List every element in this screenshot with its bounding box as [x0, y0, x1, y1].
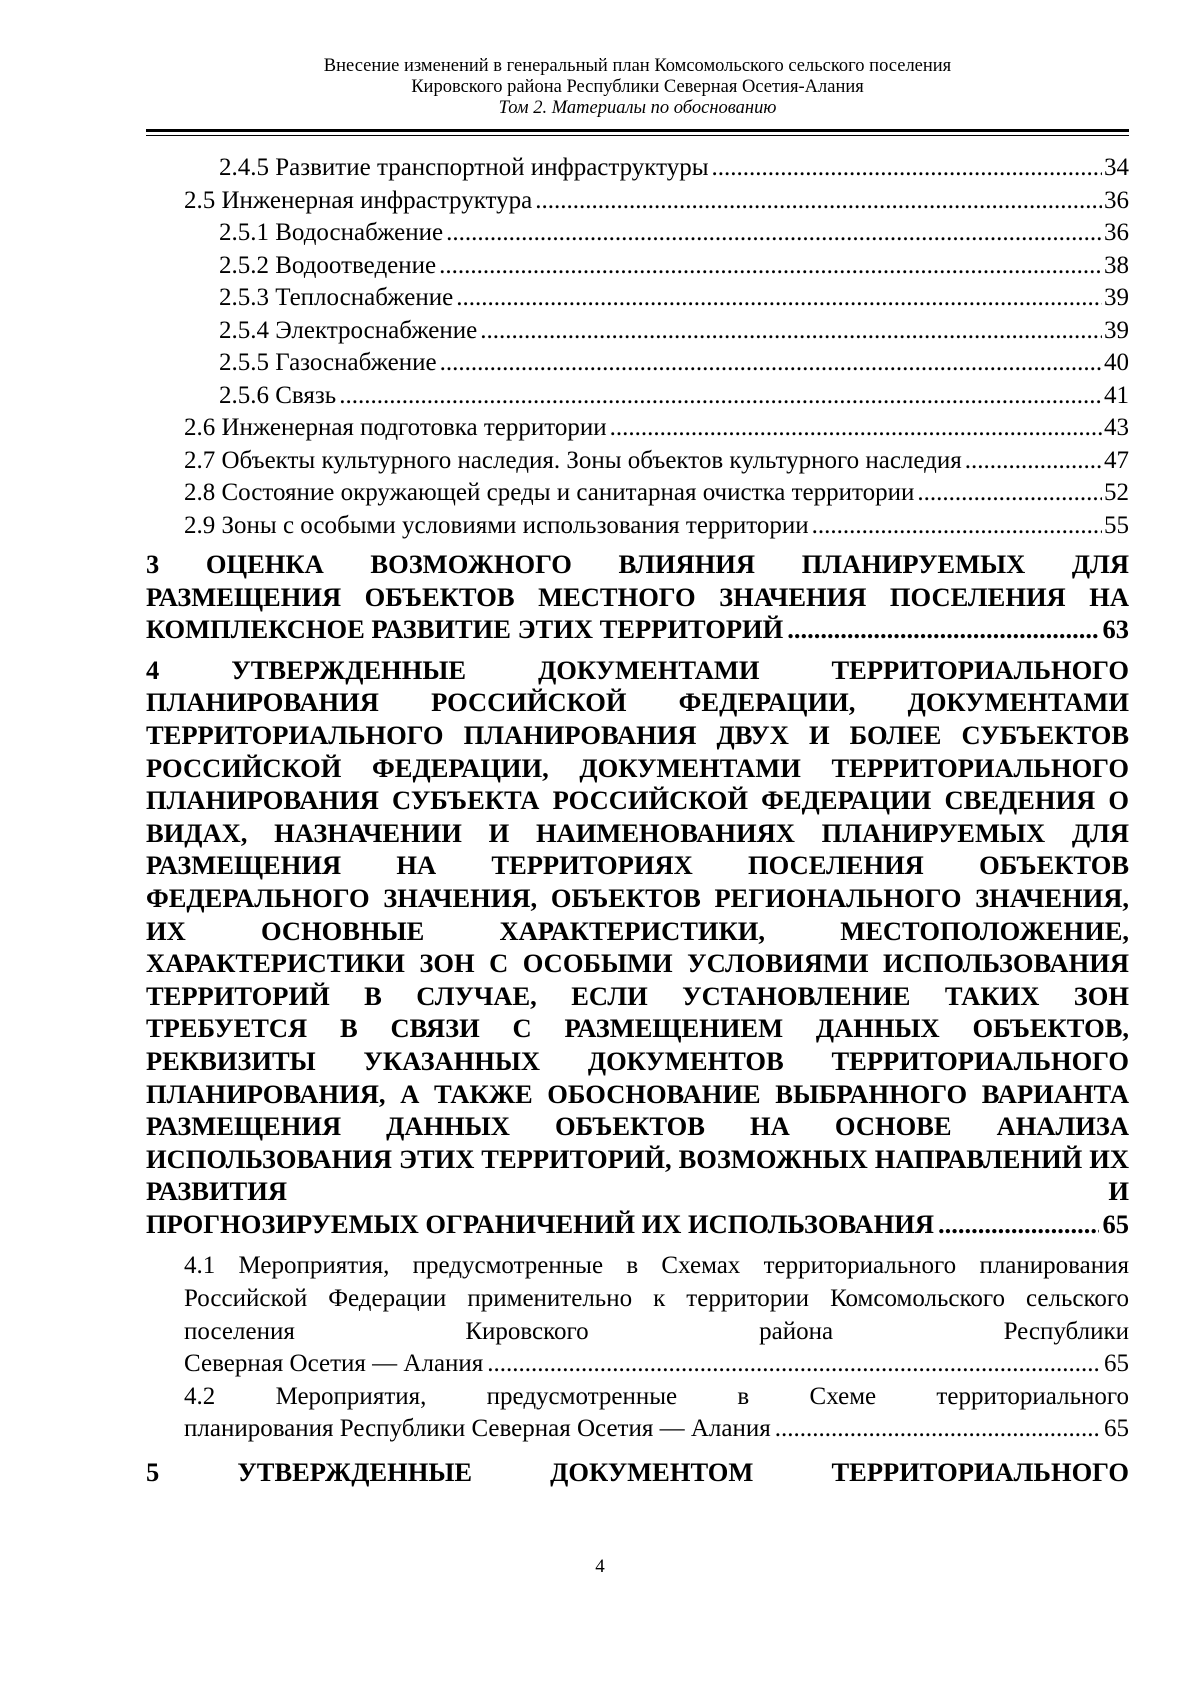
toc-section-4-1[interactable]	[146, 1250, 1129, 1380]
toc-leader	[480, 315, 1102, 348]
section-4-1-title-tail: Северная Осетия — Алания	[184, 1350, 484, 1378]
toc-section-4[interactable]	[146, 654, 1129, 1241]
document-header	[146, 56, 1129, 119]
header-line-1: Внесение изменений в генеральный план Комсомольского сельского поселения	[323, 56, 952, 76]
toc-entry[interactable]	[146, 380, 1129, 413]
toc-entry-title: 2.5 Инженерная инфраструктура	[184, 186, 533, 214]
section-3-title-tail: КОМПЛЕКСНОЕ РАЗВИТИЕ ЭТИХ ТЕРРИТОРИЙ	[146, 614, 784, 645]
toc-entry-title: 2.6 Инженерная подготовка территории	[184, 414, 607, 441]
toc-entry-title: 2.5.2 Водоотведение	[219, 251, 437, 279]
toc-entry[interactable]	[146, 250, 1129, 283]
section-3-title: 3 ОЦЕНКА ВОЗМОЖНОГО ВЛИЯНИЯ ПЛАНИРУЕМЫХ ДЛЯ РАЗМЕЩЕНИЯ ОБЪЕКТОВ МЕСТНОГО ЗНАЧЕНИЯ ПОСЕЛЕНИЯ НА	[146, 549, 1129, 612]
section-4-page: 65	[1102, 1208, 1129, 1239]
toc-leader	[712, 152, 1102, 185]
section-4-title-tail: ПРОГНОЗИРУЕМЫХ ОГРАНИЧЕНИЙ ИХ ИСПОЛЬЗОВАНИЯ	[146, 1208, 934, 1239]
toc-entry-title: 2.7 Объекты культурного наследия. Зоны объектов культурного наследия	[184, 446, 962, 474]
toc-leader	[456, 282, 1102, 315]
toc-entry-page: 34	[1104, 154, 1129, 181]
table-of-contents	[146, 152, 1129, 1489]
toc-leader	[439, 250, 1102, 283]
toc-entry-page: 43	[1104, 414, 1129, 441]
header-line-3: Том 2. Материалы по обоснованию	[498, 98, 777, 118]
header-rule-thick	[146, 129, 1129, 132]
toc-leader	[339, 380, 1102, 413]
toc-leader	[446, 217, 1102, 250]
section-4-1-last-line	[184, 1348, 1129, 1381]
toc-entry[interactable]	[146, 510, 1129, 543]
toc-entry-page: 40	[1104, 349, 1129, 376]
toc-leader	[938, 1208, 1099, 1241]
toc-leader	[610, 412, 1102, 445]
toc-section-3[interactable]	[146, 548, 1129, 646]
section-4-1-page: 65	[1104, 1350, 1129, 1378]
toc-entry[interactable]	[146, 282, 1129, 315]
section-4-2-title-tail: планирования Республики Северная Осетия — Алания	[184, 1415, 771, 1443]
toc-leader	[812, 510, 1102, 543]
toc-section-5[interactable]	[146, 1456, 1129, 1489]
toc-section-4-2[interactable]	[146, 1381, 1129, 1446]
page-number: 4	[595, 1556, 605, 1577]
section-4-title: 4 УТВЕРЖДЕННЫЕ ДОКУМЕНТАМИ ТЕРРИТОРИАЛЬНОГО ПЛАНИРОВАНИЯ РОССИЙСКОЙ ФЕДЕРАЦИИ, ДОКУМЕНТАМИ ТЕРРИТОРИАЛЬНОГО ПЛАНИРОВАНИЯ ДВУХ И БОЛЕЕ СУБЪЕКТОВ РОССИЙСКОЙ ФЕДЕРАЦИИ, ДОКУМЕНТАМИ ТЕРРИТОРИАЛЬНОГО ПЛАНИРОВАНИЯ СУБЪЕКТА РОССИЙСКОЙ ФЕДЕРАЦИИ СВЕДЕНИЯ О ВИДАХ, НАЗНАЧЕНИИ И НАИМЕНОВАНИЯХ ПЛАНИРУЕМЫХ ДЛЯ РАЗМЕЩЕНИЯ НА ТЕРРИТОРИЯХ ПОСЕЛЕНИЯ ОБЪЕКТОВ ФЕДЕРАЛЬНОГО ЗНАЧЕНИЯ, ОБЪЕКТОВ РЕГИОНАЛЬНОГО ЗНАЧЕНИЯ, ИХ ОСНОВНЫЕ ХАРАКТЕРИСТИКИ, МЕСТОПОЛОЖЕНИЕ, ХАРАКТЕРИСТИКИ ЗОН С ОСОБЫМИ УСЛОВИЯМИ ИСПОЛЬЗОВАНИЯ ТЕРРИТОРИЙ В СЛУЧАЕ, ЕСЛИ УСТАНОВЛЕНИЕ ТАКИХ ЗОН ТРЕБУЕТСЯ В СВЯЗИ С РАЗМЕЩЕНИЕМ ДАННЫХ ОБЪЕКТОВ, РЕКВИЗИТЫ УКАЗАННЫХ ДОКУМЕНТОВ ТЕРРИТОРИАЛЬНОГО ПЛАНИРОВАНИЯ, А ТАКЖЕ ОБОСНОВАНИЕ ВЫБРАННОГО ВАРИАНТА РАЗМЕЩЕНИЯ ДАННЫХ ОБЪЕКТОВ НА ОСНОВЕ АНАЛИЗА ИСПОЛЬЗОВАНИЯ ЭТИХ ТЕРРИТОРИЙ, ВОЗМОЖНЫХ НАПРАВЛЕНИЙ ИХ РАЗВИТИЯ И	[146, 654, 1129, 1207]
toc-entry[interactable]	[146, 412, 1129, 445]
toc-entry[interactable]	[146, 445, 1129, 478]
toc-entry-title: 2.4.5 Развитие транспортной инфраструктуры	[219, 154, 709, 181]
toc-entry-title: 2.5.4 Электроснабжение	[219, 316, 478, 344]
toc-leader	[775, 1413, 1100, 1446]
toc-entry-page: 36	[1104, 186, 1129, 214]
toc-leader	[535, 185, 1102, 218]
section-3-page: 63	[1102, 614, 1129, 645]
toc-entry-page: 39	[1104, 316, 1129, 344]
toc-leader	[965, 445, 1102, 478]
section-4-last-line	[146, 1208, 1129, 1241]
toc-entry-title: 2.9 Зоны с особыми условиями использования территории	[184, 511, 809, 539]
toc-entry-page: 41	[1104, 381, 1129, 409]
toc-entry[interactable]	[146, 347, 1129, 380]
toc-leader	[440, 347, 1102, 380]
toc-entry[interactable]	[146, 152, 1129, 185]
section-3-last-line	[146, 613, 1129, 646]
toc-entry-title: 2.5.6 Связь	[219, 381, 337, 409]
header-rule-thin	[146, 135, 1129, 136]
toc-entry[interactable]	[146, 185, 1129, 218]
toc-leader	[917, 477, 1102, 510]
toc-leader	[487, 1348, 1100, 1381]
section-4-2-last-line	[184, 1413, 1129, 1446]
section-4-2-title: 4.2 Мероприятия, предусмотренные в Схеме территориального	[184, 1382, 1129, 1410]
toc-entry-title: 2.5.5 Газоснабжение	[219, 349, 437, 376]
section-4-1-title: 4.1 Мероприятия, предусмотренные в Схемах территориального планирования Российской Федерации применительно к территории Комсомольского сельского поселения Кировского района Республики	[184, 1252, 1129, 1345]
toc-entry-title: 2.5.1 Водоснабжение	[219, 219, 444, 246]
toc-entry-page: 47	[1104, 446, 1129, 474]
toc-entry[interactable]	[146, 217, 1129, 250]
section-4-2-page: 65	[1104, 1415, 1129, 1443]
toc-entry[interactable]	[146, 477, 1129, 510]
toc-entry-page: 36	[1104, 219, 1129, 246]
toc-entry-page: 52	[1104, 479, 1129, 506]
toc-entry-page: 39	[1104, 284, 1129, 311]
header-line-2: Кировского района Республики Северная Осетия-Алания	[411, 77, 864, 97]
toc-entry-title: 2.8 Состояние окружающей среды и санитарная очистка территории	[184, 479, 915, 506]
toc-entry-page: 55	[1104, 511, 1129, 539]
section-5-title: 5 УТВЕРЖДЕННЫЕ ДОКУМЕНТОМ ТЕРРИТОРИАЛЬНОГО	[146, 1457, 1129, 1488]
toc-entry-title: 2.5.3 Теплоснабжение	[219, 284, 454, 311]
toc-entry-page: 38	[1104, 251, 1129, 279]
toc-leader	[787, 613, 1098, 646]
toc-entry[interactable]	[146, 315, 1129, 348]
